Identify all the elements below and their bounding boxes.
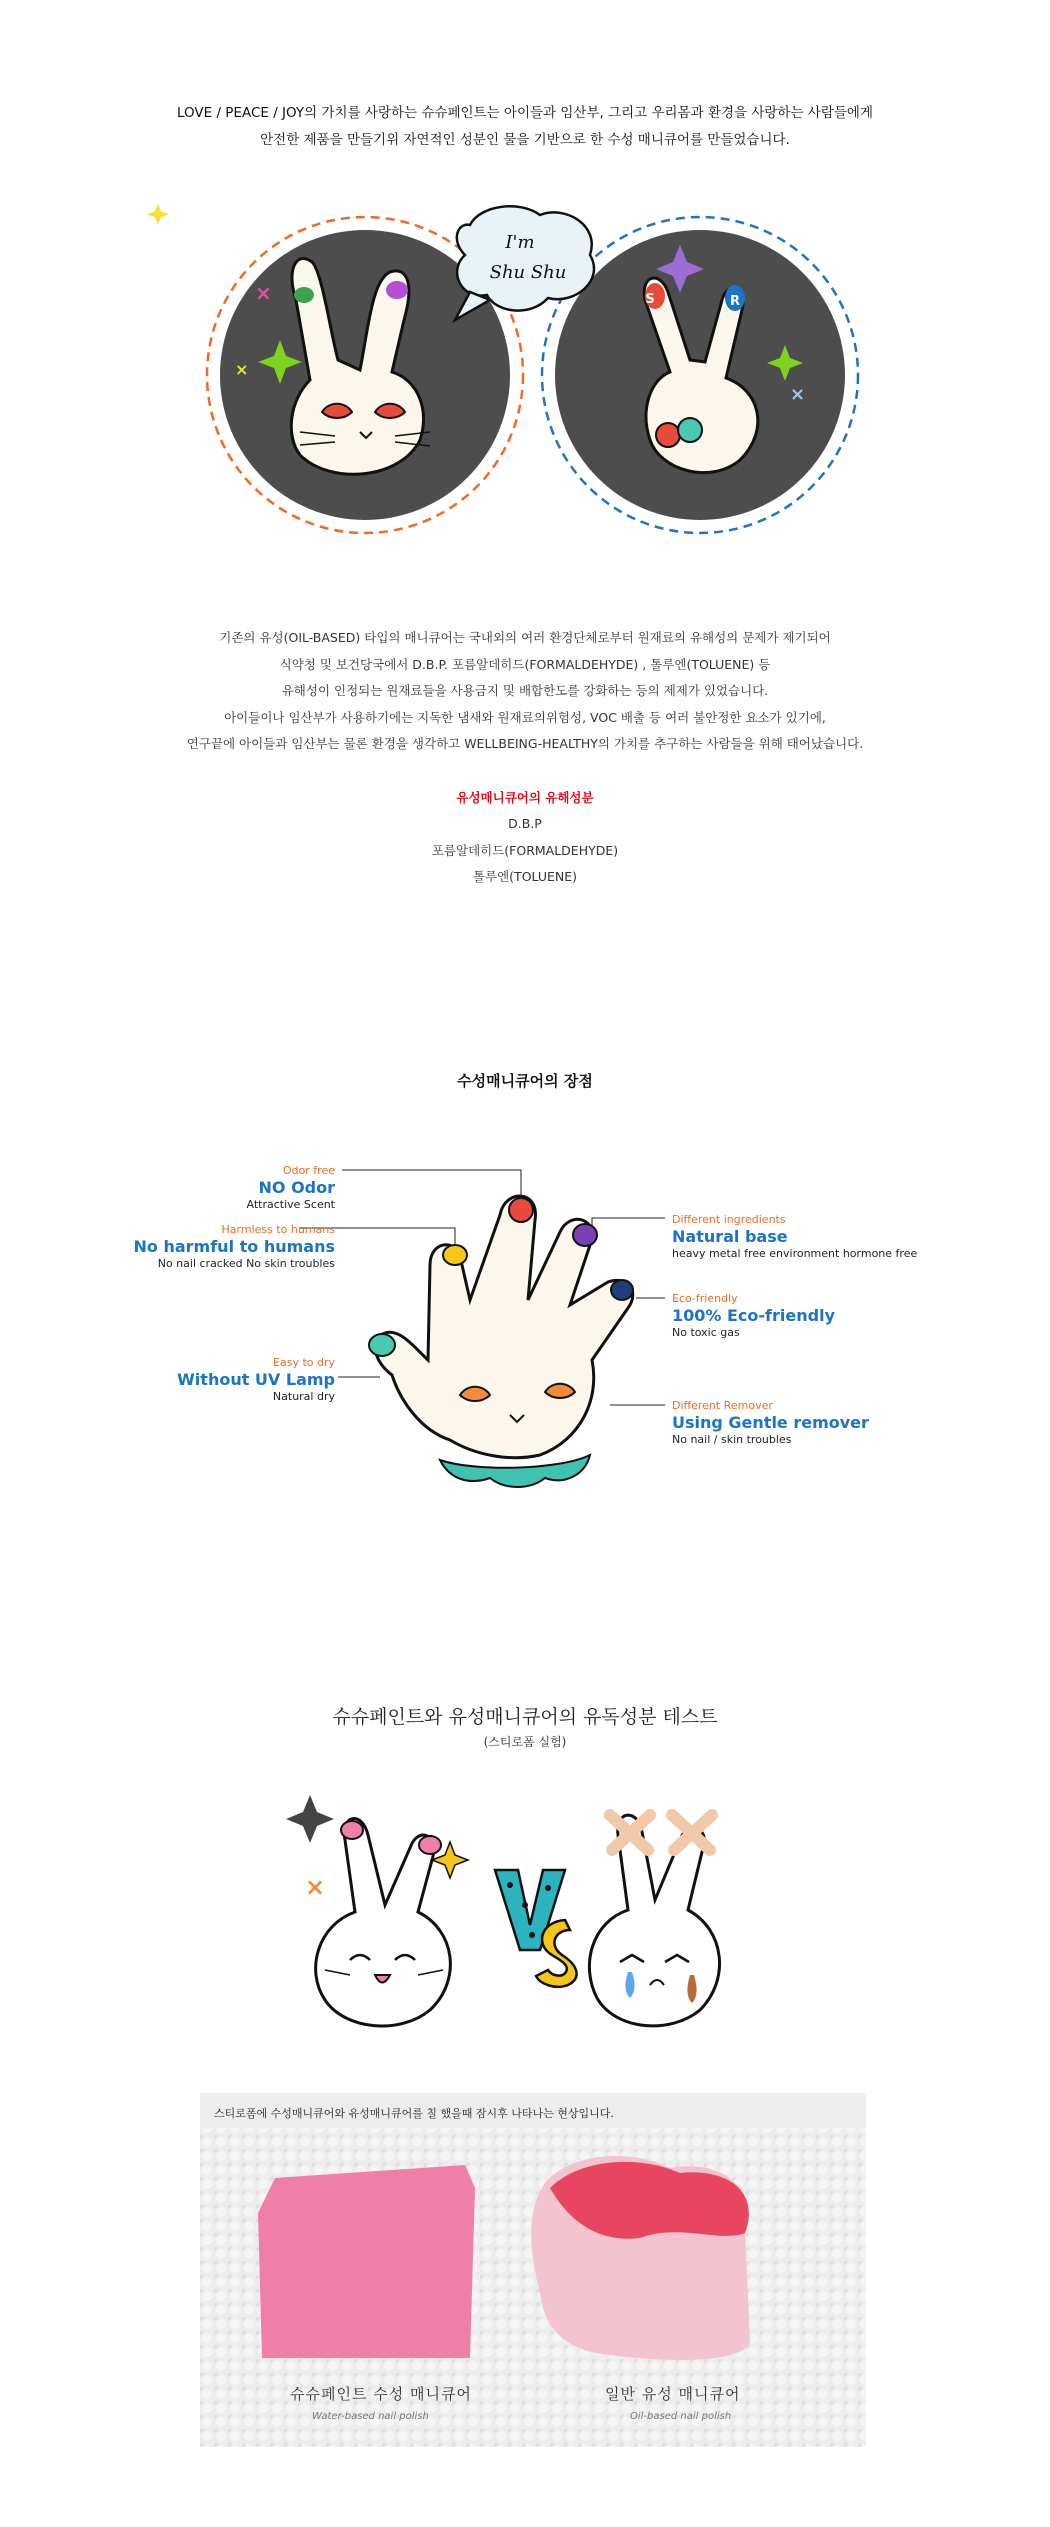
feature-heading: NO Odor — [258, 1178, 335, 1197]
oil-based-sublabel: Oil-based nail polish — [630, 2411, 732, 2422]
bubble-text-line-2: Shu Shu — [489, 262, 567, 283]
oil-based-label: 일반 유성 매니큐어 — [605, 2385, 741, 2403]
feature-heading: Without UV Lamp — [177, 1370, 335, 1389]
feature-detail: No nail cracked No skin troubles — [157, 1257, 335, 1270]
water-based-label: 슈슈페인트 수성 매니큐어 — [290, 2385, 472, 2403]
feature-detail: Natural dry — [272, 1390, 335, 1403]
feature-heading: 100% Eco-friendly — [672, 1306, 835, 1325]
problem-line: 유해성이 인정되는 원재료들을 사용금지 및 배합한도를 강화하는 등의 제제가 있었습니다. — [281, 683, 769, 698]
toxicity-test-title: 슈슈페인트와 유성매니큐어의 유독성분 테스트 — [332, 1706, 718, 1728]
toxicity-test-subtitle: (스티로폼 실험) — [483, 1735, 567, 1749]
feature-detail: No nail / skin troubles — [672, 1433, 792, 1446]
feature-heading: Natural base — [672, 1227, 788, 1246]
cross-mark-icon: × — [235, 360, 249, 379]
vs-icon — [495, 1870, 577, 1987]
feature-heading: No harmful to humans — [133, 1237, 335, 1256]
harmful-item: 톨루엔(TOLUENE) — [472, 869, 578, 884]
nail-letter-r: R — [729, 294, 741, 309]
happy-cat-hand-icon — [316, 1819, 451, 2026]
nail-letter-s: S — [645, 292, 655, 307]
advantages-title: 수성매니큐어의 장점 — [457, 1072, 593, 1090]
feature-caption: Odor free — [282, 1164, 335, 1177]
problem-line: 기존의 유성(OIL-BASED) 타입의 매니큐어는 국내외의 여러 환경단체로부터 원재료의 유해성의 문제가 제기되어 — [219, 630, 831, 645]
bubble-text-line-1: I'm — [505, 232, 535, 253]
sparkle-icon — [286, 1795, 334, 1843]
feature-caption: Different ingredients — [672, 1213, 786, 1226]
sad-cat-hand-icon — [589, 1815, 719, 2026]
cross-mark-icon: × — [305, 1873, 326, 1901]
intro-line-1: LOVE / PEACE / JOY의 가치를 사랑하는 슈슈페인트는 아이들과 임산부, 그리고 우리몸과 환경을 사랑하는 사람들에게 — [176, 105, 874, 121]
styrofoam-test-photo — [200, 2093, 866, 2447]
problem-line: 연구끝에 아이들과 임산부는 물론 환경을 생각하고 WELLBEING-HEALTHY의 가치를 추구하는 사람들을 위해 태어났습니다. — [186, 736, 864, 751]
feature-detail: Attractive Scent — [246, 1198, 335, 1211]
feature-caption: Easy to dry — [273, 1356, 335, 1369]
feature-detail: heavy metal free environment hormone free — [672, 1247, 918, 1260]
photo-caption: 스티로폼에 수성매니큐어와 유성매니큐어를 칠 했을때 잠시후 나타나는 현상입니다. — [214, 2107, 614, 2120]
feature-caption: Different Remover — [672, 1399, 773, 1412]
cross-mark-icon: × — [790, 384, 806, 405]
feature-caption: Eco-friendly — [672, 1292, 738, 1305]
water-based-sublabel: Water-based nail polish — [312, 2411, 429, 2422]
feature-heading: Using Gentle remover — [672, 1413, 869, 1432]
harmful-item: D.B.P — [508, 816, 542, 831]
feature-detail: No toxic gas — [672, 1326, 740, 1339]
water-based-sample — [258, 2165, 475, 2358]
cross-mark-icon: × — [255, 281, 272, 305]
problem-line: 식약청 및 보건당국에서 D.B.P. 포름알데히드(FORMALDEHYDE) , 톨루엔(TOLUENE) 등 — [279, 656, 771, 672]
harmful-ingredients-title: 유성매니큐어의 유해성분 — [456, 789, 594, 805]
intro-line-2: 안전한 제품을 만들기위 자연적인 성분인 물을 기반으로 한 수성 매니큐어를 만들었습니다. — [260, 132, 790, 148]
harmful-item: 포름알데히드(FORMALDEHYDE) — [431, 842, 619, 858]
feature-caption: Harmless to humans — [221, 1223, 335, 1236]
problem-line: 아이들이나 임산부가 사용하기에는 지독한 냄새와 원재료의위험성, VOC 배출 등 여러 불안정한 요소가 있기에, — [224, 709, 826, 725]
